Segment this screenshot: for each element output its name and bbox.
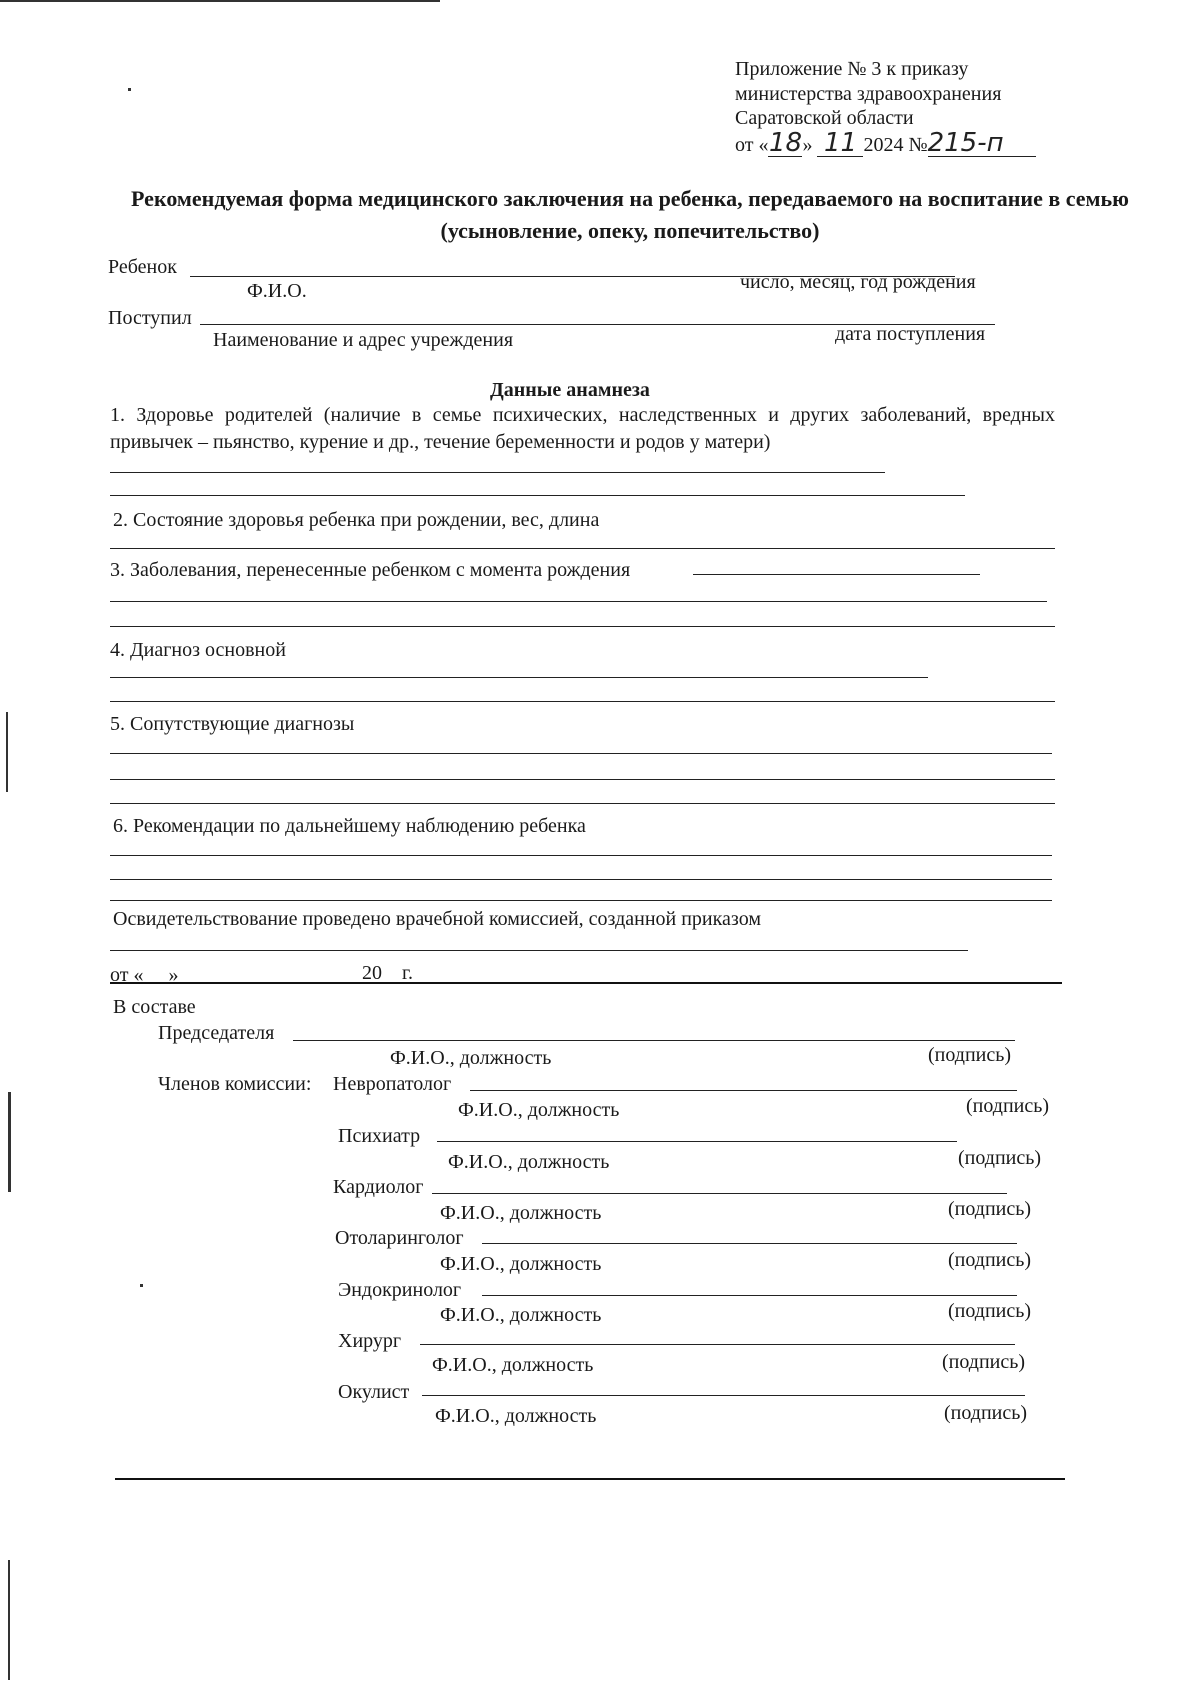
signature-caption: (подпись) (948, 1300, 1032, 1322)
commission-date-from: от « » (110, 964, 179, 986)
commission-date-line (110, 982, 1062, 984)
anamnesis-item-3: 3. Заболевания, перенесенные ребенком с момента рождения (110, 559, 631, 581)
endocrinologist-line (482, 1295, 1017, 1296)
signature-caption: (подпись) (958, 1147, 1042, 1169)
psychiatrist-line (437, 1141, 957, 1142)
order-month: 11 (817, 130, 863, 157)
composition-label: В составе (113, 996, 196, 1018)
scan-edge-mark (8, 1560, 10, 1680)
bottom-rule (115, 1478, 1065, 1480)
signature-caption: (подпись) (948, 1249, 1032, 1271)
commission-year: 20 г. (362, 962, 413, 984)
fio-caption: Ф.И.О., должность (390, 1047, 552, 1069)
members-label: Членов комиссии: (158, 1073, 312, 1095)
form-title: Рекомендуемая форма медицинского заключения на ребенка, передаваемого на воспитание в семью (усыновление, опеку, попечительство) (131, 186, 1129, 243)
fill-line (110, 495, 965, 496)
order-year: 2024 № (863, 134, 928, 156)
region-line: Саратовской области (735, 107, 914, 129)
commission-text: Освидетельствование проведено врачебной комиссией, созданной приказом (113, 908, 761, 930)
signature-caption: (подпись) (944, 1402, 1028, 1424)
ministry-line: министерства здравоохранения (735, 83, 1002, 105)
fill-line (110, 753, 1052, 754)
date-prefix: от « (735, 134, 769, 156)
child-label: Ребенок (108, 256, 177, 278)
otolaryngologist-line (482, 1243, 1017, 1244)
admitted-label: Поступил (108, 307, 192, 329)
specialist-psychiatrist: Психиатр (338, 1125, 421, 1147)
appendix-line: Приложение № 3 к приказу (735, 58, 969, 80)
ophthalmologist-line (422, 1395, 1025, 1396)
signature-caption: (подпись) (966, 1095, 1050, 1117)
order-day: 18 (768, 128, 803, 158)
fill-line (110, 803, 1055, 804)
cardiologist-line (432, 1193, 1007, 1194)
child-fio-caption: Ф.И.О. (247, 280, 307, 302)
fio-caption: Ф.И.О., должность (435, 1405, 597, 1427)
date-mid: » (802, 134, 813, 156)
specialist-endocrinologist: Эндокринолог (338, 1279, 462, 1301)
signature-caption: (подпись) (928, 1044, 1012, 1066)
neurologist-line (470, 1090, 1017, 1091)
chairman-label: Председателя (158, 1022, 275, 1044)
fill-line (110, 900, 1052, 901)
fio-caption: Ф.И.О., должность (440, 1202, 602, 1224)
anamnesis-item-5: 5. Сопутствующие диагнозы (110, 713, 355, 735)
fill-line (110, 677, 928, 678)
chairman-line (293, 1040, 1015, 1041)
fill-line (110, 855, 1052, 856)
fill-line (110, 626, 1055, 627)
scan-dot (140, 1284, 143, 1287)
anamnesis-item-2: 2. Состояние здоровья ребенка при рождении, вес, длина (113, 509, 600, 531)
fill-line (110, 472, 885, 473)
fill-line (110, 950, 968, 951)
fio-caption: Ф.И.О., должность (458, 1099, 620, 1121)
specialist-ophthalmologist: Окулист (338, 1381, 410, 1403)
signature-caption: (подпись) (942, 1351, 1026, 1373)
specialist-otolaryngologist: Отоларинголог (335, 1227, 464, 1249)
fill-line (110, 779, 1055, 780)
scan-edge-mark (8, 1092, 11, 1192)
scan-edge-line (0, 0, 440, 2)
scan-edge-mark (6, 712, 8, 792)
surgeon-line (420, 1344, 1015, 1345)
anamnesis-item-1: 1. Здоровье родителей (наличие в семье психических, наследственных и других заболеваний, вредных привычек – пьянство, курение и др., течение беременности и родов у матери) (110, 404, 1055, 453)
child-birth-caption: число, месяц, год рождения (740, 271, 976, 293)
institution-caption: Наименование и адрес учреждения (213, 329, 514, 351)
fill-line (110, 548, 1055, 549)
fio-caption: Ф.И.О., должность (440, 1253, 602, 1275)
anamnesis-heading: Данные анамнеза (490, 379, 650, 401)
scan-dot (128, 88, 131, 91)
fill-line (693, 574, 980, 575)
fill-line (110, 879, 1052, 880)
specialist-neurologist: Невропатолог (333, 1073, 452, 1095)
anamnesis-item-6: 6. Рекомендации по дальнейшему наблюдению ребенка (113, 815, 586, 837)
specialist-surgeon: Хирург (338, 1330, 402, 1352)
specialist-cardiologist: Кардиолог (333, 1176, 424, 1198)
fio-caption: Ф.И.О., должность (448, 1151, 610, 1173)
fill-line (110, 701, 1055, 702)
order-date-line (735, 130, 1036, 158)
signature-caption: (подпись) (948, 1198, 1032, 1220)
anamnesis-item-4: 4. Диагноз основной (110, 639, 286, 661)
admission-date-caption: дата поступления (835, 323, 986, 345)
fill-line (110, 601, 1047, 602)
order-number: 215-п (928, 130, 1036, 157)
fio-caption: Ф.И.О., должность (432, 1354, 594, 1376)
fio-caption: Ф.И.О., должность (440, 1304, 602, 1326)
